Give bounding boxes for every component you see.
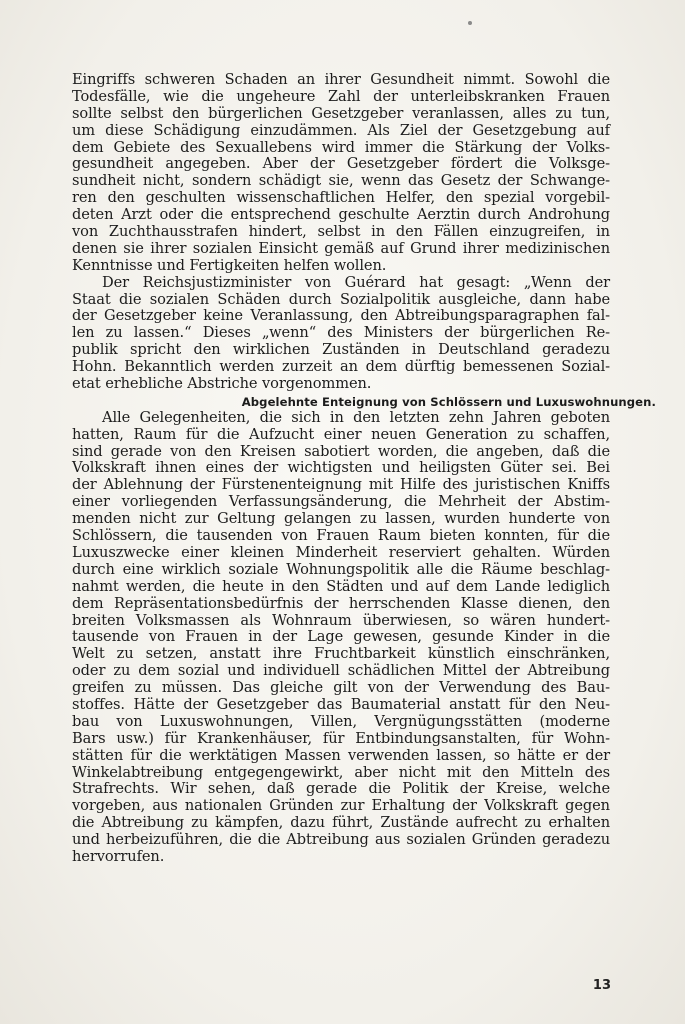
text-line: dem Repräsentationsbedürfnis der herrschenden Klasse dienen, den <box>72 594 610 612</box>
text-line: von Zuchthausstrafen hindert, selbst in den Fällen einzugreifen, in <box>72 223 610 241</box>
text-line: um diese Schädigung einzudämmen. Als Ziel der Gesetzgebung auf <box>72 121 610 139</box>
text-line: oder zu dem sozial und individuell schädlichen Mittel der Abtreibung <box>72 662 610 680</box>
text-line: Winkelabtreibung entgegengewirkt, aber nicht mit den Mitteln des <box>72 763 610 781</box>
text-line: etat erhebliche Abstriche vorgenommen. <box>72 375 372 393</box>
text-line: hervorrufen. <box>72 847 165 865</box>
page-number: 13 <box>592 978 611 993</box>
text-line: durch eine wirklich soziale Wohnungspolitik alle die Räume beschlag- <box>72 560 610 578</box>
text-line: sollte selbst den bürgerlichen Gesetzgeber veranlassen, alles zu tun, <box>72 104 610 122</box>
text-line: ren den geschulten wissenschaftlichen Helfer, den spezial vorgebil- <box>72 189 610 207</box>
text-line: publik spricht den wirklichen Zuständen in Deutschland geradezu <box>72 341 610 359</box>
text-line: Hohn. Bekanntlich werden zurzeit an dem dürftig bemessenen Sozial- <box>72 358 610 376</box>
text-line: der Ablehnung der Fürstenenteignung mit Hilfe des juristischen Kniffs <box>72 476 610 494</box>
text-line: und herbeizuführen, die die Abtreibung aus sozialen Gründen geradezu <box>72 831 610 849</box>
text-line: Der Reichsjustizminister von Guérard hat gesagt: „Wenn der <box>102 273 610 291</box>
text-line: Alle Gelegenheiten, die sich in den letzten zehn Jahren geboten <box>102 408 610 426</box>
text-line: stätten für die werktätigen Massen verwenden lassen, so hätte er der <box>72 746 610 764</box>
text-line: Luxuszwecke einer kleinen Minderheit reserviert gehalten. Würden <box>72 543 610 561</box>
text-line: sundheit nicht, sondern schädigt sie, wenn das Gesetz der Schwange- <box>72 172 610 190</box>
text-line: Welt zu setzen, anstatt ihre Fruchtbarkeit künstlich einschränken, <box>72 645 610 663</box>
text-line: Eingriffs schweren Schaden an ihrer Gesundheit nimmt. Sowohl die <box>72 71 610 88</box>
paragraph <box>72 72 610 275</box>
text-line: sind gerade von den Kreisen sabotiert worden, die angeben, daß die <box>72 442 610 460</box>
text-line: deten Arzt oder die entsprechend geschulte Aerztin durch Androhung <box>72 206 610 224</box>
text-line: vorgeben, aus nationalen Gründen zur Erhaltung der Volkskraft gegen <box>72 797 610 815</box>
text-line: der Gesetzgeber keine Veranlassung, den Abtreibungsparagraphen fal- <box>72 307 610 325</box>
text-line: Staat die sozialen Schäden durch Sozialpolitik ausgleiche, dann habe <box>72 290 610 308</box>
paragraph <box>72 410 610 866</box>
text-line: Bars usw.) für Krankenhäuser, für Entbindungsanstalten, für Wohn- <box>72 729 610 747</box>
text-line: bau von Luxuswohnungen, Villen, Vergnügungsstätten (moderne <box>72 712 610 730</box>
text-line: tausende von Frauen in der Lage gewesen, gesunde Kinder in die <box>72 628 610 646</box>
text-line: nahmt werden, die heute in den Städten und auf dem Lande lediglich <box>72 577 610 595</box>
text-line: greifen zu müssen. Das gleiche gilt von der Verwendung des Bau- <box>72 679 610 697</box>
text-line: die Abtreibung zu kämpfen, dazu führt, Zustände aufrecht zu erhalten <box>72 814 610 832</box>
ink-speck <box>468 21 472 25</box>
text-line: dem Gebiete des Sexuallebens wird immer die Stärkung der Volks- <box>72 138 610 156</box>
section-heading: Abgelehnte Enteignung von Schlössern und Luxuswohnungen. <box>241 394 656 409</box>
text-line: Volkskraft ihnen eines der wichtigsten und heiligsten Güter sei. Bei <box>72 459 610 477</box>
text-line: denen sie ihrer sozialen Einsicht gemäß auf Grund ihrer medizinischen <box>72 239 610 257</box>
text-line: Schlössern, die tausenden von Frauen Raum bieten konnten, für die <box>72 527 610 545</box>
text-line: Strafrechts. Wir sehen, daß gerade die Politik der Kreise, welche <box>72 780 610 798</box>
text-line: stoffes. Hätte der Gesetzgeber das Baumaterial anstatt für den Neu- <box>72 695 610 713</box>
text-line: menden nicht zur Geltung gelangen zu lassen, wurden hunderte von <box>72 510 610 528</box>
text-line: len zu lassen.“ Dieses „wenn“ des Ministers der bürgerlichen Re- <box>72 324 610 342</box>
text-line: hatten, Raum für die Aufzucht einer neuen Generation zu schaffen, <box>72 425 610 443</box>
text-line: gesundheit angegeben. Aber der Gesetzgeber fördert die Volksge- <box>72 155 610 173</box>
text-line: Kenntnisse und Fertigkeiten helfen wollen. <box>72 256 387 274</box>
paragraph <box>72 275 610 393</box>
text-line: Todesfälle, wie die ungeheure Zahl der unterleibskranken Frauen <box>72 87 610 105</box>
text-line: einer vorliegenden Verfassungsänderung, die Mehrheit der Abstim- <box>72 493 610 511</box>
text-line: breiten Volksmassen als Wohnraum überwiesen, so wären hundert- <box>72 611 610 629</box>
body-text <box>72 71 656 866</box>
